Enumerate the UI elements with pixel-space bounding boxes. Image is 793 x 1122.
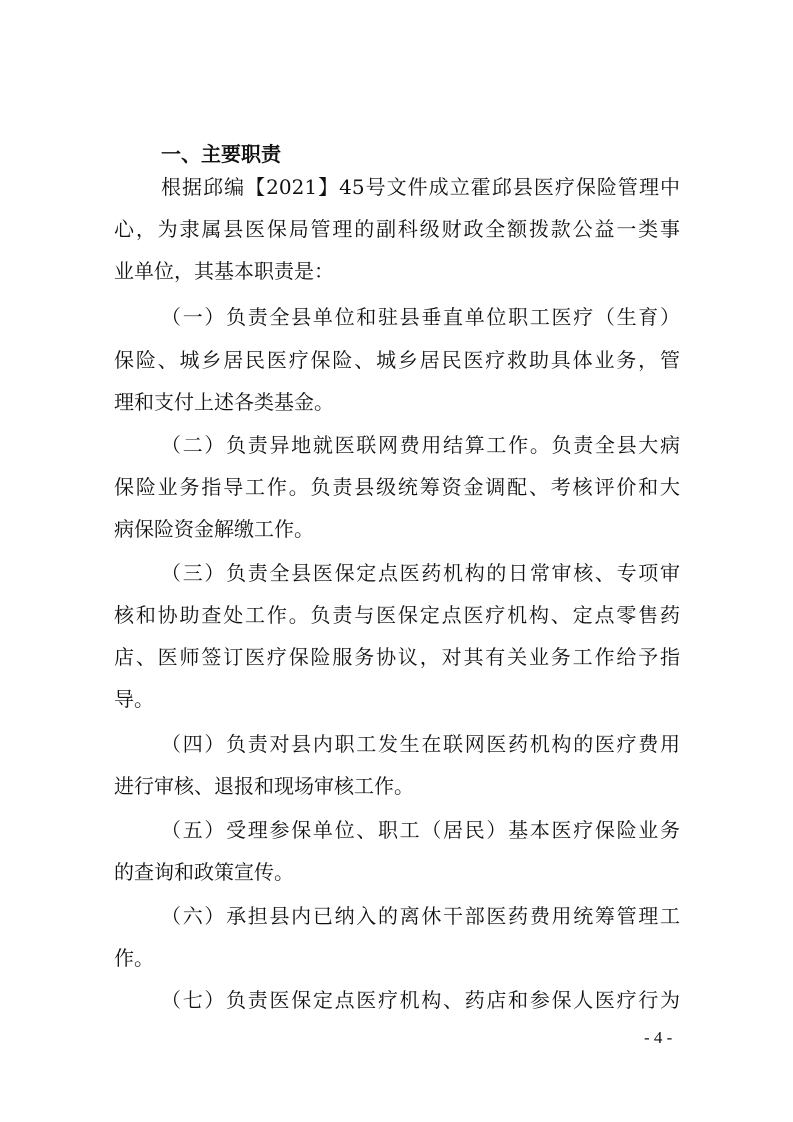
paragraph-line: （四）负责对县内职工发生在联网医药机构的医疗费用 — [161, 732, 680, 756]
paragraph-line: 的查询和政策宣传。 — [114, 860, 294, 884]
paragraph-line: 店、医师签订医疗保险服务协议，对其有关业务工作给予指 — [114, 645, 680, 669]
paragraph-line: 导。 — [114, 687, 154, 711]
paragraph-line: 理和支付上述各类基金。 — [114, 390, 334, 414]
page-number: - 4 - — [644, 1028, 673, 1047]
paragraph-line: 核和协助查处工作。负责与医保定点医疗机构、定点零售药 — [114, 603, 680, 627]
paragraph-line: （六）承担县内已纳入的离休干部医药费用统筹管理工 — [161, 904, 680, 928]
paragraph-line: 心，为隶属县医保局管理的副科级财政全额拨款公益一类事 — [114, 217, 680, 241]
paragraph-line: （五）受理参保单位、职工（居民）基本医疗保险业务 — [161, 818, 680, 842]
paragraph-line: 病保险资金解缴工作。 — [114, 517, 314, 541]
paragraph-line: 进行审核、退报和现场审核工作。 — [114, 774, 414, 798]
section-heading: 一、主要职责 — [161, 142, 281, 166]
paragraph-line: 根据邱编【2021】45号文件成立霍邱县医疗保险管理中 — [161, 175, 680, 199]
paragraph-line: （二）负责异地就医联网费用结算工作。负责全县大病 — [161, 433, 680, 457]
paragraph-line: 作。 — [114, 946, 154, 970]
paragraph-line: 业单位，其基本职责是： — [114, 259, 334, 283]
paragraph-line: 保险、城乡居民医疗保险、城乡居民医疗救助具体业务，管 — [114, 348, 680, 372]
paragraph-line: （三）负责全县医保定点医药机构的日常审核、专项审 — [161, 561, 680, 585]
paragraph-line: （一）负责全县单位和驻县垂直单位职工医疗（生育） — [161, 305, 680, 329]
paragraph-line: 保险业务指导工作。负责县级统筹资金调配、考核评价和大 — [114, 475, 680, 499]
paragraph-line: （七）负责医保定点医疗机构、药店和参保人医疗行为 — [161, 988, 680, 1012]
